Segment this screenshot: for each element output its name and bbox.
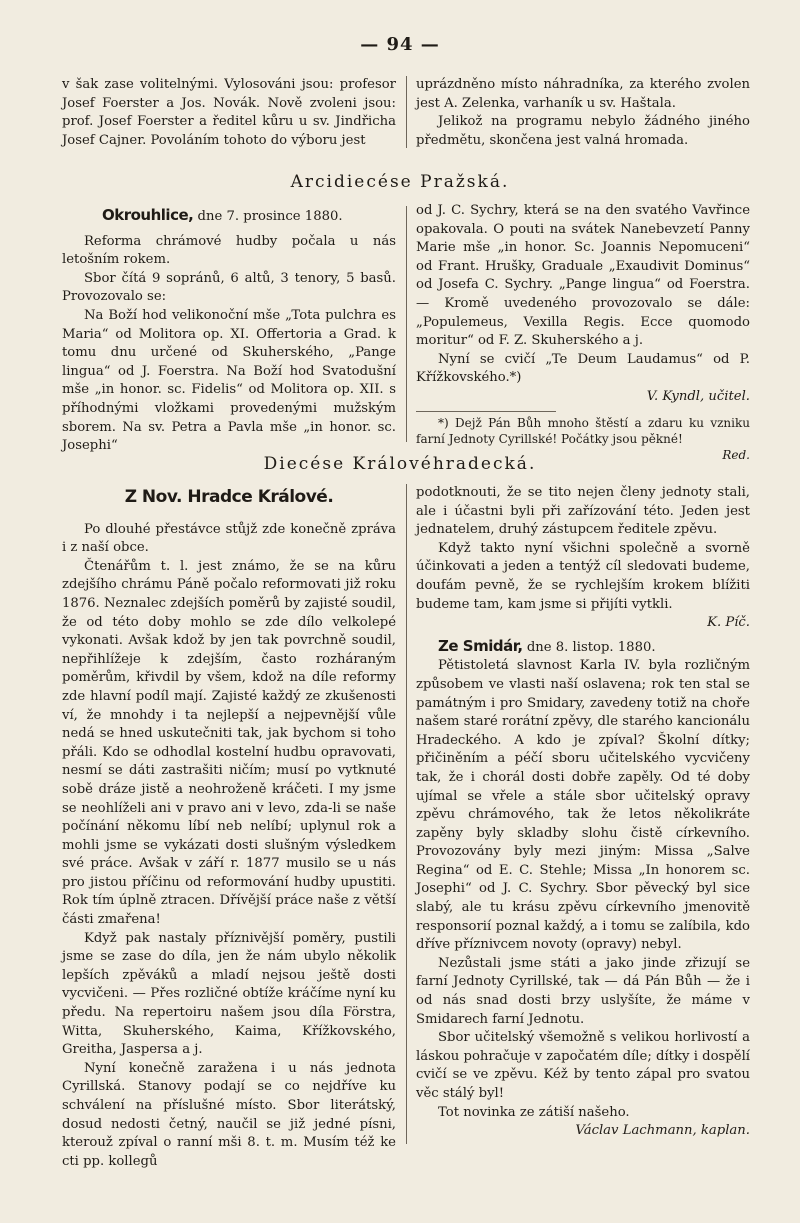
paragraph: Na Boží hod velikonoční mše „Tota pulchra es Maria“ od Molitora op. XI. Offertoria a Grad. k tomu dnu určené od Skuherského, „Pange lingua“ od J. Foerstra. Na Boží hod Svatodušní mše „in honor. sc. Fidelis“ od Molitora op. XII. s příhodnými vložkami provedenými mužským sborem. Na sv. Petra a Pavla mše „in honor. sc. Josephi“ bbox=[62, 307, 396, 454]
paragraph: Čtenářům t. l. jest známo, že se na kůru zdejšího chrámu Páně počalo reformovati již roku 1876. Neznalec zdejších poměrů by zajisté soudil, že od této doby mohlo se zde dílo velkolepé vykonati. Avšak kdož by jen tak povrchně soudil, nepřihlížeje k zdejším, často rozháraným poměrům, křivdil by všem, kdož na díle reformy zde hlavní podíl mají. Zajisté každý ze zkušenosti ví, že mnohdy i ta nejlepší a nejpevnější vůle nedá se hned uskutečniti tak, jak bychom si toho přáli. Kdo se odhodlal kostelní hudbu opravovati, nesmí se dáti zastrašiti ničím; musí po vytknuté sobě dráze jistě a neohroženě kráčeti. I my jsme se neohlíželi ani v pravo ani v levo, zda-li se naše počínání někomu líbí neb nelíbí; uplynul rok a mohli jsme se vykázati dosti slušným výsledkem své práce. Avšak v září r. 1877 musilo se u nás pro jistou příčinu od reformování hudby upustiti. Rok tím úplně ztracen. Dřívější práce naše z větší části zmařena! bbox=[62, 558, 396, 928]
paragraph: Pětistoletá slavnost Karla IV. byla rozličným způsobem ve vlasti naší oslavena; rok ten stal se památným i pro Smidary, zavedeny totiž na choře našem staré rorátní zpěvy, dle starého kancionálu Hradeckého. A kdo je zpíval? Školní dítky; přičiněním a péčí sboru učitelského vycvičeny tak, že i chorál dosti dobře zapěly. Od té doby ujímal se vřele a stále sbor učitelský opravy zpěvu chrámového, tak že letos několikráte zapěny byly skladby slohu čistě církevního. Provozovány byly mezi jiným: Missa „Salve Regina“ od E. C. Stehle; Missa „In honorem sc. Josephi“ od J. C. Sychry. Sbor pěvecký byl sice slabý, ale tu krásu zpěvu církevního jmenovitě responsorií poznal každý, a i tomu se zalíbila, kdo dříve příznivcem novoty (opravy) nebyl. bbox=[416, 658, 750, 953]
paragraph: od J. C. Sychry, která se na den svatého Vavřince opakovala. O pouti na svátek Nanebevzetí Panny Marie mše „in honor. Sc. Joannis Nepomuceni“ od Frant. Hrušky, Graduale „Exaudivit Dominus“ od Josefa C. Sychry. „Pange lingua“ od Foerstra. — Kromě uvedeného provozovalo se dále: „Populemeus, Vexilla Regis. Ecce quomodo moritur“ od F. Z. Skuherského a j. bbox=[416, 203, 750, 349]
column-divider bbox=[406, 484, 407, 1144]
paragraph: Nyní konečně zaražena i u nás jednota Cyrillská. Stanovy podají se co nejdříve ku schválení na příslušné místo. Sbor literátský, dosud nedosti četný, naučil se již jedné písni, kterouž zpíval o ranní mši 8. t. m. Musím též ke cti pp. kollegů bbox=[62, 1060, 396, 1169]
signature: V. Kyndl, učitel. bbox=[646, 388, 750, 404]
page-number: — 94 — bbox=[360, 34, 440, 55]
section1-left-column bbox=[62, 206, 396, 456]
paragraph: Tot novinka ze zátiší našeho. bbox=[438, 1104, 630, 1120]
paragraph: uprázdněno místo náhradníka, za kterého zvolen jest A. Zelenka, varhaník u sv. Haštala. bbox=[416, 77, 750, 111]
footnote-signature: Red. bbox=[722, 447, 750, 462]
column-divider bbox=[406, 206, 407, 442]
dateline bbox=[416, 637, 750, 658]
dateline-place: Okrouhlice, bbox=[102, 206, 194, 224]
paragraph: Když takto nyní všichni společně a svorně účinkovati a jeden a tentýž cíl sledovati budeme, doufám pevně, že se rychlejším krokem blížiti budeme tam, kam jsme si přijíti vytkli. bbox=[416, 540, 750, 612]
top-right-column bbox=[416, 76, 750, 150]
section-heading-prague: Arcidiecése Pražská. bbox=[290, 172, 510, 192]
section1-right-column bbox=[416, 202, 750, 463]
dateline bbox=[62, 206, 396, 227]
paragraph: Když pak nastaly příznivější poměry, pustili jsme se zase do díla, jen že nám ubylo několik lepších zpěváků a mladí nejsou ještě dosti vycvičeni. — Přes rozličné obtíže kráčíme nyní ku předu. Na repertoiru našem jsou díla Förstra, Witta, Skuherského, Kaima, Křížkovského, Greitha, Jaspersa a j. bbox=[62, 930, 396, 1058]
paragraph: Nezůstali jsme státi a jako jinde zřizují se farní Jednoty Cyrillské, tak — dá Pán Bůh — že i od nás snad dosti brzy uslyšíte, že máme v Smidarech farní Jednotu. bbox=[416, 955, 750, 1027]
paragraph: v šak zase volitelnými. Vylosováni jsou: profesor Josef Foerster a Jos. Novák. Nově zvoleni jsou: prof. Josef Foerster a ředitel kůru u sv. Jindřicha Josef Cajner. Povoláním tohoto do výboru jest bbox=[62, 77, 396, 148]
footnote: *) Dejž Pán Bůh mnoho štěstí a zdaru ku vzniku farní Jednoty Cyrillské! Počátky jsou pěkné! bbox=[416, 415, 750, 446]
dateline-date: dne 7. prosince 1880. bbox=[197, 209, 343, 224]
signature: Václav Lachmann, kaplan. bbox=[575, 1123, 750, 1139]
paragraph: podotknouti, že se tito nejen členy jednoty stali, ale i účastni byli při zařízování této. Jeden jest jednatelem, druhý zástupcem ředitele zpěvu. bbox=[416, 485, 750, 538]
paragraph: Sbor čítá 9 sopránů, 6 altů, 3 tenory, 5 basů. Provozovalo se: bbox=[62, 270, 396, 305]
paragraph: Sbor učitelský všemožně s velikou horlivostí a láskou pohračuje v započatém díle; dítky i dospělí cvičí se ve zpěvu. Kéž by tento zápal pro svatou věc stálý byl! bbox=[416, 1030, 750, 1101]
paragraph: Po dlouhé přestávce stůjž zde konečně zpráva i z naší obce. bbox=[62, 521, 396, 556]
paragraph: Jelikož na programu nebylo žádného jiného předmětu, skončena jest valná hromada. bbox=[416, 114, 750, 148]
footnote-rule bbox=[416, 411, 556, 412]
section2-left-column bbox=[62, 484, 396, 1171]
subheading bbox=[62, 488, 396, 509]
top-left-column bbox=[62, 76, 396, 150]
dateline-date: dne 8. listop. 1880. bbox=[526, 639, 656, 655]
paragraph: Nyní se cvičí „Te Deum Laudamus“ od P. Křížkovského.*) bbox=[416, 351, 750, 386]
dateline-place: Ze Smidár, bbox=[438, 636, 523, 655]
column-divider bbox=[406, 76, 407, 148]
section-heading-hradec: Diecése Královéhradecká. bbox=[263, 454, 537, 474]
signature: K. Píč. bbox=[707, 615, 750, 631]
paragraph: Reforma chrámové hudby počala u nás letošním rokem. bbox=[62, 233, 396, 268]
subheading-place: Z Nov. Hradce Králové. bbox=[124, 487, 334, 507]
section2-right-column bbox=[416, 484, 750, 1141]
